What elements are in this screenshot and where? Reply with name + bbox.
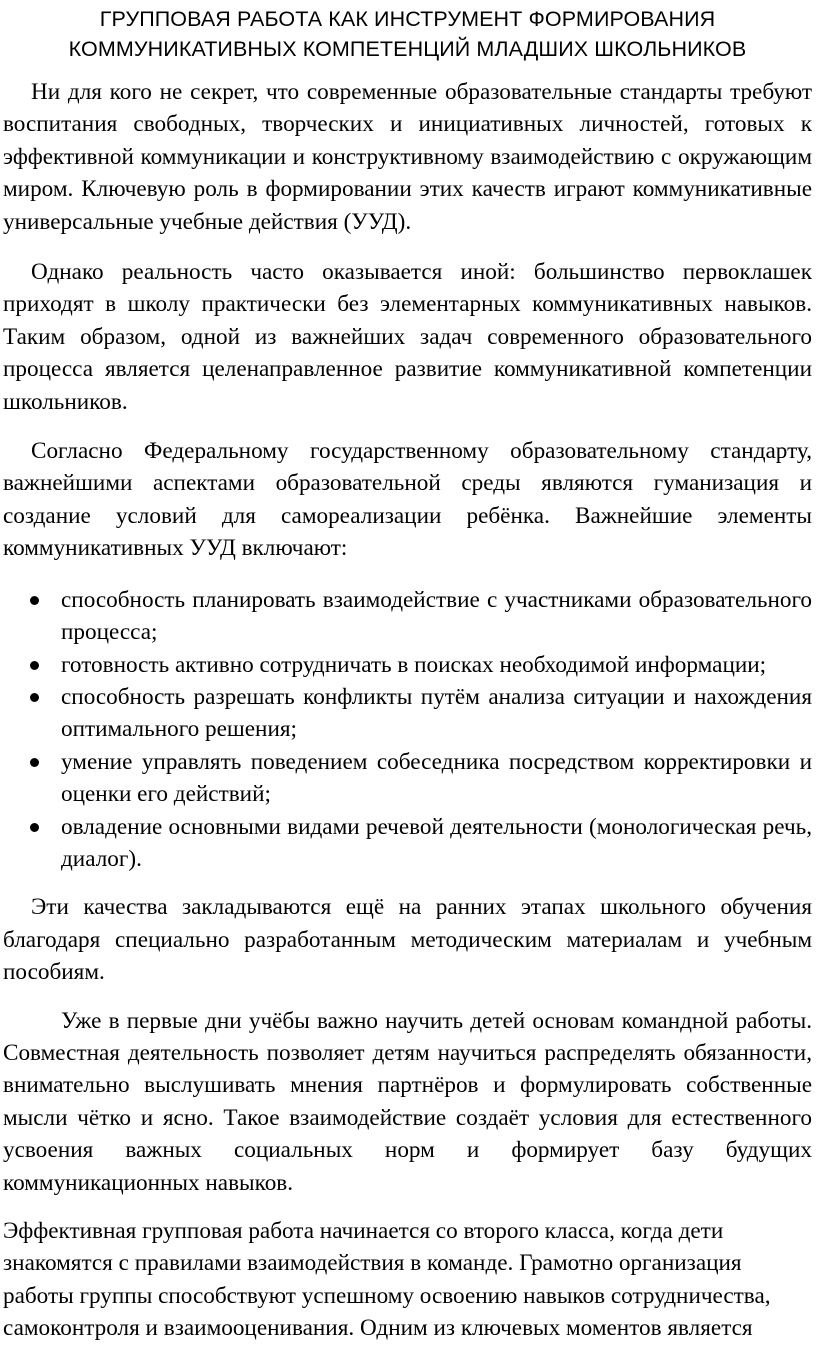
bullet-icon	[30, 823, 39, 832]
list-item-text: способность разрешать конфликты путём анализа ситуации и нахождения оптимального решения;	[61, 683, 812, 743]
bullet-icon	[30, 661, 39, 670]
bullet-icon	[30, 693, 39, 702]
paragraph-reality: Однако реальность часто оказывается иной: большинство первоклашек приходят в школу практически без элементарных коммуникативных навыков. Таким образом, одной из важнейших задач современного образовательного процесса является целенаправленное развитие коммуникативной компетенции школьников.	[3, 259, 812, 415]
paragraph-standard: Согласно Федеральному государственному образовательному стандарту, важнейшими аспектами образовательной среды являются гуманизация и создание условий для самореализации ребёнка. Важнейшие элементы коммуникативных УУД включают:	[3, 438, 812, 562]
paragraph-intro: Ни для кого не секрет, что современные образовательные стандарты требуют воспитания свободных, творческих и инициативных личностей, готовых к эффективной коммуникации и конструктивному взаимодействию с окружающим миром. Ключевую роль в формировании этих качеств играют коммуникативные универсальные учебные действия (УУД).	[3, 79, 812, 235]
paragraph-group-work: Эффективная групповая работа начинается со второго класса, когда дети знакомятся с правилами взаимодействия в команде. Грамотно организация работы группы способствуют успешному освоению навыков сотрудничества, самоконтроля и взаимооценивания. Одним из ключевых моментов является	[3, 1218, 771, 1342]
list-item	[3, 681, 812, 746]
document-title: ГРУППОВАЯ РАБОТА КАК ИНСТРУМЕНТ ФОРМИРОВАНИЯ КОММУНИКАТИВНЫХ КОМПЕТЕНЦИЙ МЛАДШИХ ШКОЛЬНИКОВ	[68, 7, 747, 61]
bullet-icon	[30, 596, 39, 605]
list-item-text: способность планировать взаимодействие с участниками образовательного процесса;	[61, 586, 812, 646]
paragraph-early-stages: Эти качества закладываются ещё на ранних этапах школьного обучения благодаря специально разработанным методическим материалам и учебным пособиям.	[3, 894, 812, 986]
list-item-text: готовность активно сотрудничать в поисках необходимой информации;	[61, 651, 767, 678]
bullet-icon	[30, 758, 39, 767]
list-item	[3, 584, 812, 649]
list-item-text: овладение основными видами речевой деятельности (монологическая речь, диалог).	[61, 813, 812, 872]
list-item	[3, 811, 812, 876]
list-item-text: умение управлять поведением собеседника посредством корректировки и оценки его действий;	[61, 748, 812, 808]
list-item	[3, 649, 812, 681]
uud-elements-list	[3, 584, 812, 876]
list-item	[3, 746, 812, 811]
paragraph-teamwork: Уже в первые дни учёбы важно научить детей основам командной работы. Совместная деятельность позволяет детям научиться распределять обязанности, внимательно выслушивать мнения партнёров и формулировать собственные мысли чётко и ясно. Такое взаимодействие создаёт условия для естественного усвоения важных социальных норм и формирует базу будущих коммуникационных навыков.	[3, 1007, 812, 1196]
